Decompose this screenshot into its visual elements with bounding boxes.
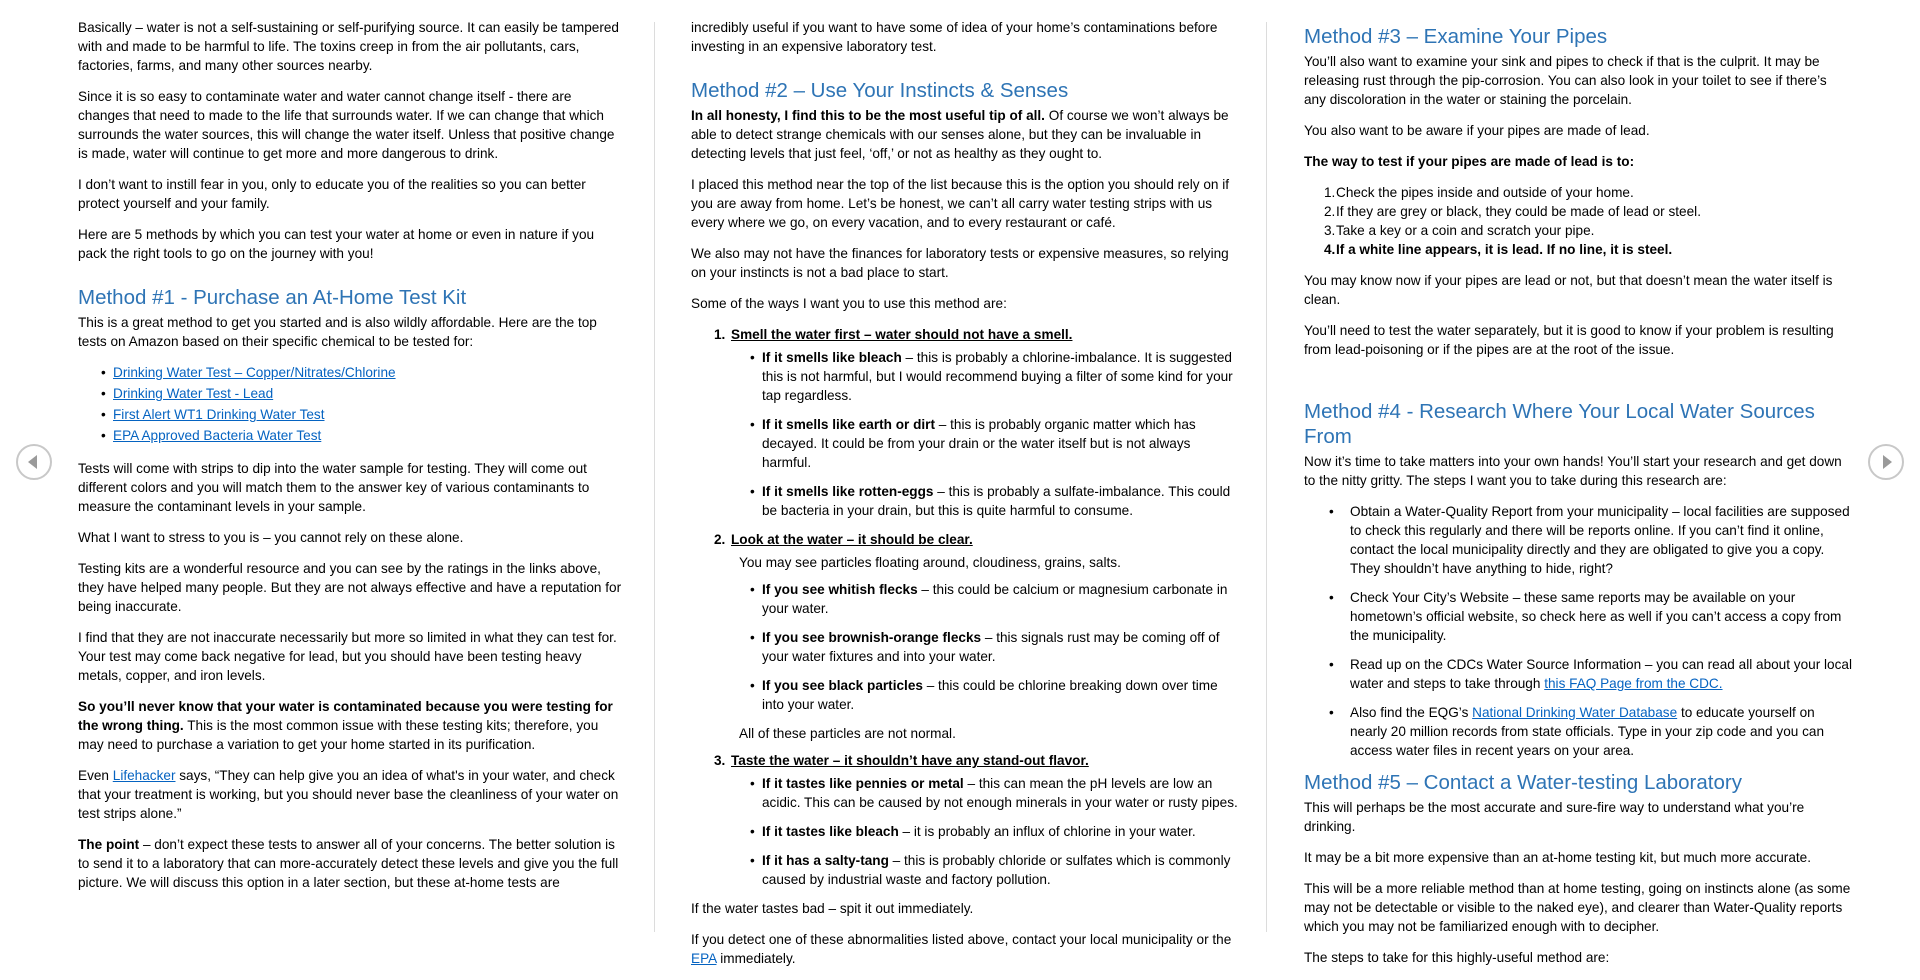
next-page-button[interactable]: [1868, 444, 1904, 480]
list-item: [78, 426, 626, 445]
text: – this could be calcium or magnesium carbonate in your water.: [762, 582, 1228, 616]
paragraph: [691, 930, 1239, 968]
paragraph: It may be a bit more expensive than an at-home testing kit, but much more accurate.: [1304, 850, 1811, 865]
page-column-2: [691, 18, 1239, 980]
paragraph: Tests will come with strips to dip into the water sample for testing. They will come out different colors and you will match them to the answer key of various contaminants to measure the contaminant levels in your sample.: [78, 461, 590, 514]
paragraph: I placed this method near the top of the list because this is the option you should rely on if you are away from home. Let’s be honest, we can’t all carry water testing strips with us every where we go, on every vacation, and to every restaurant or café.: [691, 177, 1230, 230]
step-title: Smell the water first – water should not have a smell.: [731, 327, 1073, 342]
test-kit-links-list: [78, 363, 626, 445]
list-item: [1304, 221, 1852, 240]
paragraph: The steps to take for this highly-useful method are:: [1304, 950, 1610, 965]
list-item: [691, 530, 1239, 743]
list-item: • Check Your City’s Website – these same reports may be available on your hometown’s official website, so check here as well if you can’t access a copy from the municipality.: [1304, 588, 1852, 645]
paragraph: [691, 106, 1239, 163]
paragraph: I find that they are not inaccurate necessarily but more so limited in what they can test for. Your test may come back negative for lead, but you should have been testing heavy metals, copper, and iron levels.: [78, 630, 617, 683]
paragraph: incredibly useful if you want to have some of idea of your home’s contaminations before investing in an expensive laboratory test.: [691, 20, 1218, 54]
text: – this can mean the pH levels are low an acidic. This can be caused by not enough minerals in your water or rusty pipes.: [762, 776, 1238, 810]
bold-text: If you see black particles: [762, 678, 923, 693]
link-first-alert-test[interactable]: First Alert WT1 Drinking Water Test: [113, 407, 325, 422]
bold-text: If it has a salty-tang: [762, 853, 889, 868]
list-item: [1304, 202, 1852, 221]
list-item: [1304, 240, 1852, 259]
step-title: Look at the water – it should be clear.: [731, 532, 973, 547]
epa-link[interactable]: EPA: [691, 951, 717, 966]
paragraph: You may know now if your pipes are lead or not, but that doesn’t mean the water itself is clean.: [1304, 273, 1833, 307]
method-4-heading: Method #4 - Research Where Your Local Water Sources From: [1304, 400, 1815, 448]
step-outro: All of these particles are not normal.: [739, 726, 956, 741]
text: Read up on the CDCs Water Source Information – you can read all about your local water and steps to take through: [1350, 657, 1852, 691]
paragraph: You’ll need to test the water separately, but it is good to know if your problem is resulting from lead-poisoning or if the pipes are at the root of the issue.: [1304, 323, 1834, 357]
list-item: [731, 774, 1239, 812]
list-item: [691, 325, 1239, 520]
sub-list: [731, 348, 1239, 520]
cdc-faq-link[interactable]: this FAQ Page from the CDC.: [1544, 676, 1723, 691]
text: – this is probably a sulfate-imbalance. This could be bacteria in your drain, but this is quite harmful to consume.: [762, 484, 1231, 518]
link-copper-nitrates-chlorine-test[interactable]: Drinking Water Test – Copper/Nitrates/Chlorine: [113, 365, 396, 380]
list-item: [731, 580, 1239, 618]
list-item: [78, 384, 626, 403]
list-number: 2.: [1324, 204, 1336, 219]
text: says, “They can help give you an idea of what's in your water, and check that your treatment is working, but you should never base the cleanliness of your water on test strips alone.”: [78, 768, 619, 821]
bold-text: If it smells like earth or dirt: [762, 417, 935, 432]
method-1-heading: Method #1 - Purchase an At-Home Test Kit: [78, 286, 467, 309]
text: – this could be chlorine breaking down over time into your water.: [762, 678, 1218, 712]
step-intro: You may see particles floating around, cloudiness, grains, salts.: [739, 555, 1121, 570]
text: Even: [78, 768, 113, 783]
bold-text: So you’ll never know that your water is contaminated because you were testing for the wrong thing.: [78, 699, 613, 733]
text: This is the most common issue with these testing kits; therefore, you may need to purchase a variation to get your home started in its purification.: [78, 718, 599, 752]
list-item: • Obtain a Water-Quality Report from your municipality – local facilities are supposed to check this regularly and there will be reports online. If you can’t find it online, contact the local municipality directly and they are obligated to give you a copy. They shouldn’t have anything to hide, right?: [1304, 502, 1852, 578]
paragraph: Some of the ways I want you to use this method are:: [691, 296, 1007, 311]
column-divider: [1266, 22, 1267, 932]
method-5-heading: Method #5 – Contact a Water-testing Laboratory: [1304, 771, 1742, 794]
text: – it is probably an influx of chlorine in your water.: [898, 824, 1196, 839]
text: to educate yourself on nearly 20 million records from state officials. Type in your zip code and you can access water files in recent years on your area.: [1350, 705, 1825, 758]
list-item: [731, 676, 1239, 714]
paragraph: Basically – water is not a self-sustaining or self-purifying source. It can easily be tampered with and made to be harmful to life. The toxins creep in from the air pollutants, cars, factories, farms, and many other sources nearby.: [78, 20, 619, 73]
list-item: [731, 628, 1239, 666]
text: – don’t expect these tests to answer all of your concerns. The better solution is to send it to a laboratory that can more-accurately detect these levels and give you the full picture. We will discuss this option in a later section, but these at-home tests are: [78, 837, 619, 890]
paragraph: Since it is so easy to contaminate water and water cannot change itself - there are changes that need to made to the life that surrounds water. If we can change that which surrounds the water sources, this will change the water itself. Unless that positive change is made, water will continue to get more and more dangerous to drink.: [78, 89, 615, 161]
paragraph: This will perhaps be the most accurate and sure-fire way to understand what you’re drinking.: [1304, 800, 1805, 834]
text: Check the pipes inside and outside of your home.: [1336, 185, 1634, 200]
text: – this is probably organic matter which has decayed. It could be from your drain or the water itself but is not always harmful.: [762, 417, 1196, 470]
paragraph: [1304, 152, 1852, 171]
column-divider: [654, 22, 655, 932]
paragraph: You also want to be aware if your pipes are made of lead.: [1304, 123, 1650, 138]
chevron-left-icon: [18, 446, 50, 478]
bold-text: The point: [78, 837, 140, 852]
list-number: 2.: [714, 532, 726, 547]
paragraph: [78, 835, 626, 892]
list-item: [78, 405, 626, 424]
text: If they are grey or black, they could be made of lead or steel.: [1336, 204, 1701, 219]
list-item: [691, 751, 1239, 889]
sub-list: [731, 774, 1239, 889]
text: Of course we won’t always be able to detect strange chemicals with our senses alone, but they can be invaluable in detecting levels that just feel, ‘off,’ or not as healthy as they ought to.: [691, 108, 1229, 161]
paragraph: Testing kits are a wonderful resource and you can see by the ratings in the links above, they have helped many people. But they are not always effective and have a reputation for being inaccurate.: [78, 561, 622, 614]
method-3-heading: Method #3 – Examine Your Pipes: [1304, 25, 1608, 48]
previous-page-button[interactable]: [16, 444, 52, 480]
list-number: 3.: [1324, 223, 1336, 238]
paragraph: If the water tastes bad – spit it out immediately.: [691, 901, 974, 916]
list-item: [78, 363, 626, 382]
page-column-1: [78, 18, 626, 904]
bold-text: The way to test if your pipes are made of lead is to:: [1304, 154, 1635, 169]
lifehacker-link[interactable]: Lifehacker: [112, 768, 176, 783]
bold-text: If it tastes like pennies or metal: [762, 776, 964, 791]
water-database-link[interactable]: National Drinking Water Database: [1472, 705, 1678, 720]
list-item: [1304, 703, 1852, 760]
paragraph: I don’t want to instill fear in you, only to educate you of the realities so you can better protect yourself and your family.: [78, 177, 586, 211]
method-2-heading: Method #2 – Use Your Instincts & Senses: [691, 79, 1069, 102]
research-steps-list: [1304, 502, 1852, 760]
list-number: 1.: [714, 327, 726, 342]
paragraph: [78, 697, 626, 754]
chevron-right-icon: [1870, 446, 1902, 478]
list-item: [1304, 655, 1852, 693]
list-item: [731, 822, 1239, 841]
bold-text: If you see brownish-orange flecks: [762, 630, 982, 645]
paragraph: This will be a more reliable method than at home testing, going on instincts alone (as some may not be detectable or visible to the naked eye), and clearer than Water-Quality reports which you may not be familiarized enough with to decipher.: [1304, 881, 1851, 934]
link-bacteria-test[interactable]: EPA Approved Bacteria Water Test: [113, 428, 322, 443]
text: – this is probably chloride or sulfates which is commonly caused by industrial waste and factory pollution.: [762, 853, 1231, 887]
list-number: 3.: [714, 753, 726, 768]
pipe-test-steps-list: [1304, 183, 1852, 259]
list-number: 4.: [1324, 242, 1336, 257]
paragraph: What I want to stress to you is – you cannot rely on these alone.: [78, 530, 464, 545]
paragraph: Now it’s time to take matters into your own hands! You’ll start your research and get down to the nitty gritty. The steps I want you to take during this research are:: [1304, 454, 1842, 488]
step-title: Taste the water – it shouldn’t have any stand-out flavor.: [731, 753, 1089, 768]
bold-text: If it tastes like bleach: [762, 824, 899, 839]
text: If you detect one of these abnormalities listed above, contact your local municipality or the: [691, 932, 1232, 947]
text: Take a key or a coin and scratch your pipe.: [1336, 223, 1595, 238]
text: If a white line appears, it is lead. If no line, it is steel.: [1336, 242, 1673, 257]
list-item: [731, 851, 1239, 889]
text: immediately.: [716, 951, 796, 966]
paragraph: We also may not have the finances for laboratory tests or expensive measures, so relying on your instincts is not a bad place to start.: [691, 246, 1229, 280]
list-item: [731, 415, 1239, 472]
bold-text: In all honesty, I find this to be the most useful tip of all.: [691, 108, 1045, 123]
list-item: [1304, 183, 1852, 202]
paragraph: You’ll also want to examine your sink and pipes to check if that is the culprit. It may be releasing rust through the pip-corrosion. You can also look in your toilet to see if there’s any discoloration in the water or staining the porcelain.: [1304, 54, 1827, 107]
bold-text: If it smells like bleach: [762, 350, 902, 365]
list-number: 1.: [1324, 185, 1336, 200]
text: – this signals rust may be coming off of your water fixtures and into your water.: [762, 630, 1220, 664]
text: Also find the EQG’s: [1350, 705, 1473, 720]
bold-text: If you see whitish flecks: [762, 582, 918, 597]
paragraph: Here are 5 methods by which you can test your water at home or even in nature if you pack the right tools to go on the journey with you!: [78, 227, 595, 261]
senses-steps-list: [691, 325, 1239, 889]
sub-list: [731, 580, 1239, 714]
paragraph: [78, 766, 626, 823]
text: – this is probably a chlorine-imbalance. It is suggested this is not harmful, but I would recommend buying a filter of some kind for your tap regardless.: [762, 350, 1233, 403]
bold-text: If it smells like rotten-eggs: [762, 484, 934, 499]
list-item: [731, 348, 1239, 405]
link-lead-test[interactable]: Drinking Water Test - Lead: [113, 386, 274, 401]
paragraph: This is a great method to get you started and is also wildly affordable. Here are the top tests on Amazon based on their specific chemical to be tested for:: [78, 315, 597, 349]
list-item: [731, 482, 1239, 520]
page-column-3: [1304, 18, 1852, 979]
